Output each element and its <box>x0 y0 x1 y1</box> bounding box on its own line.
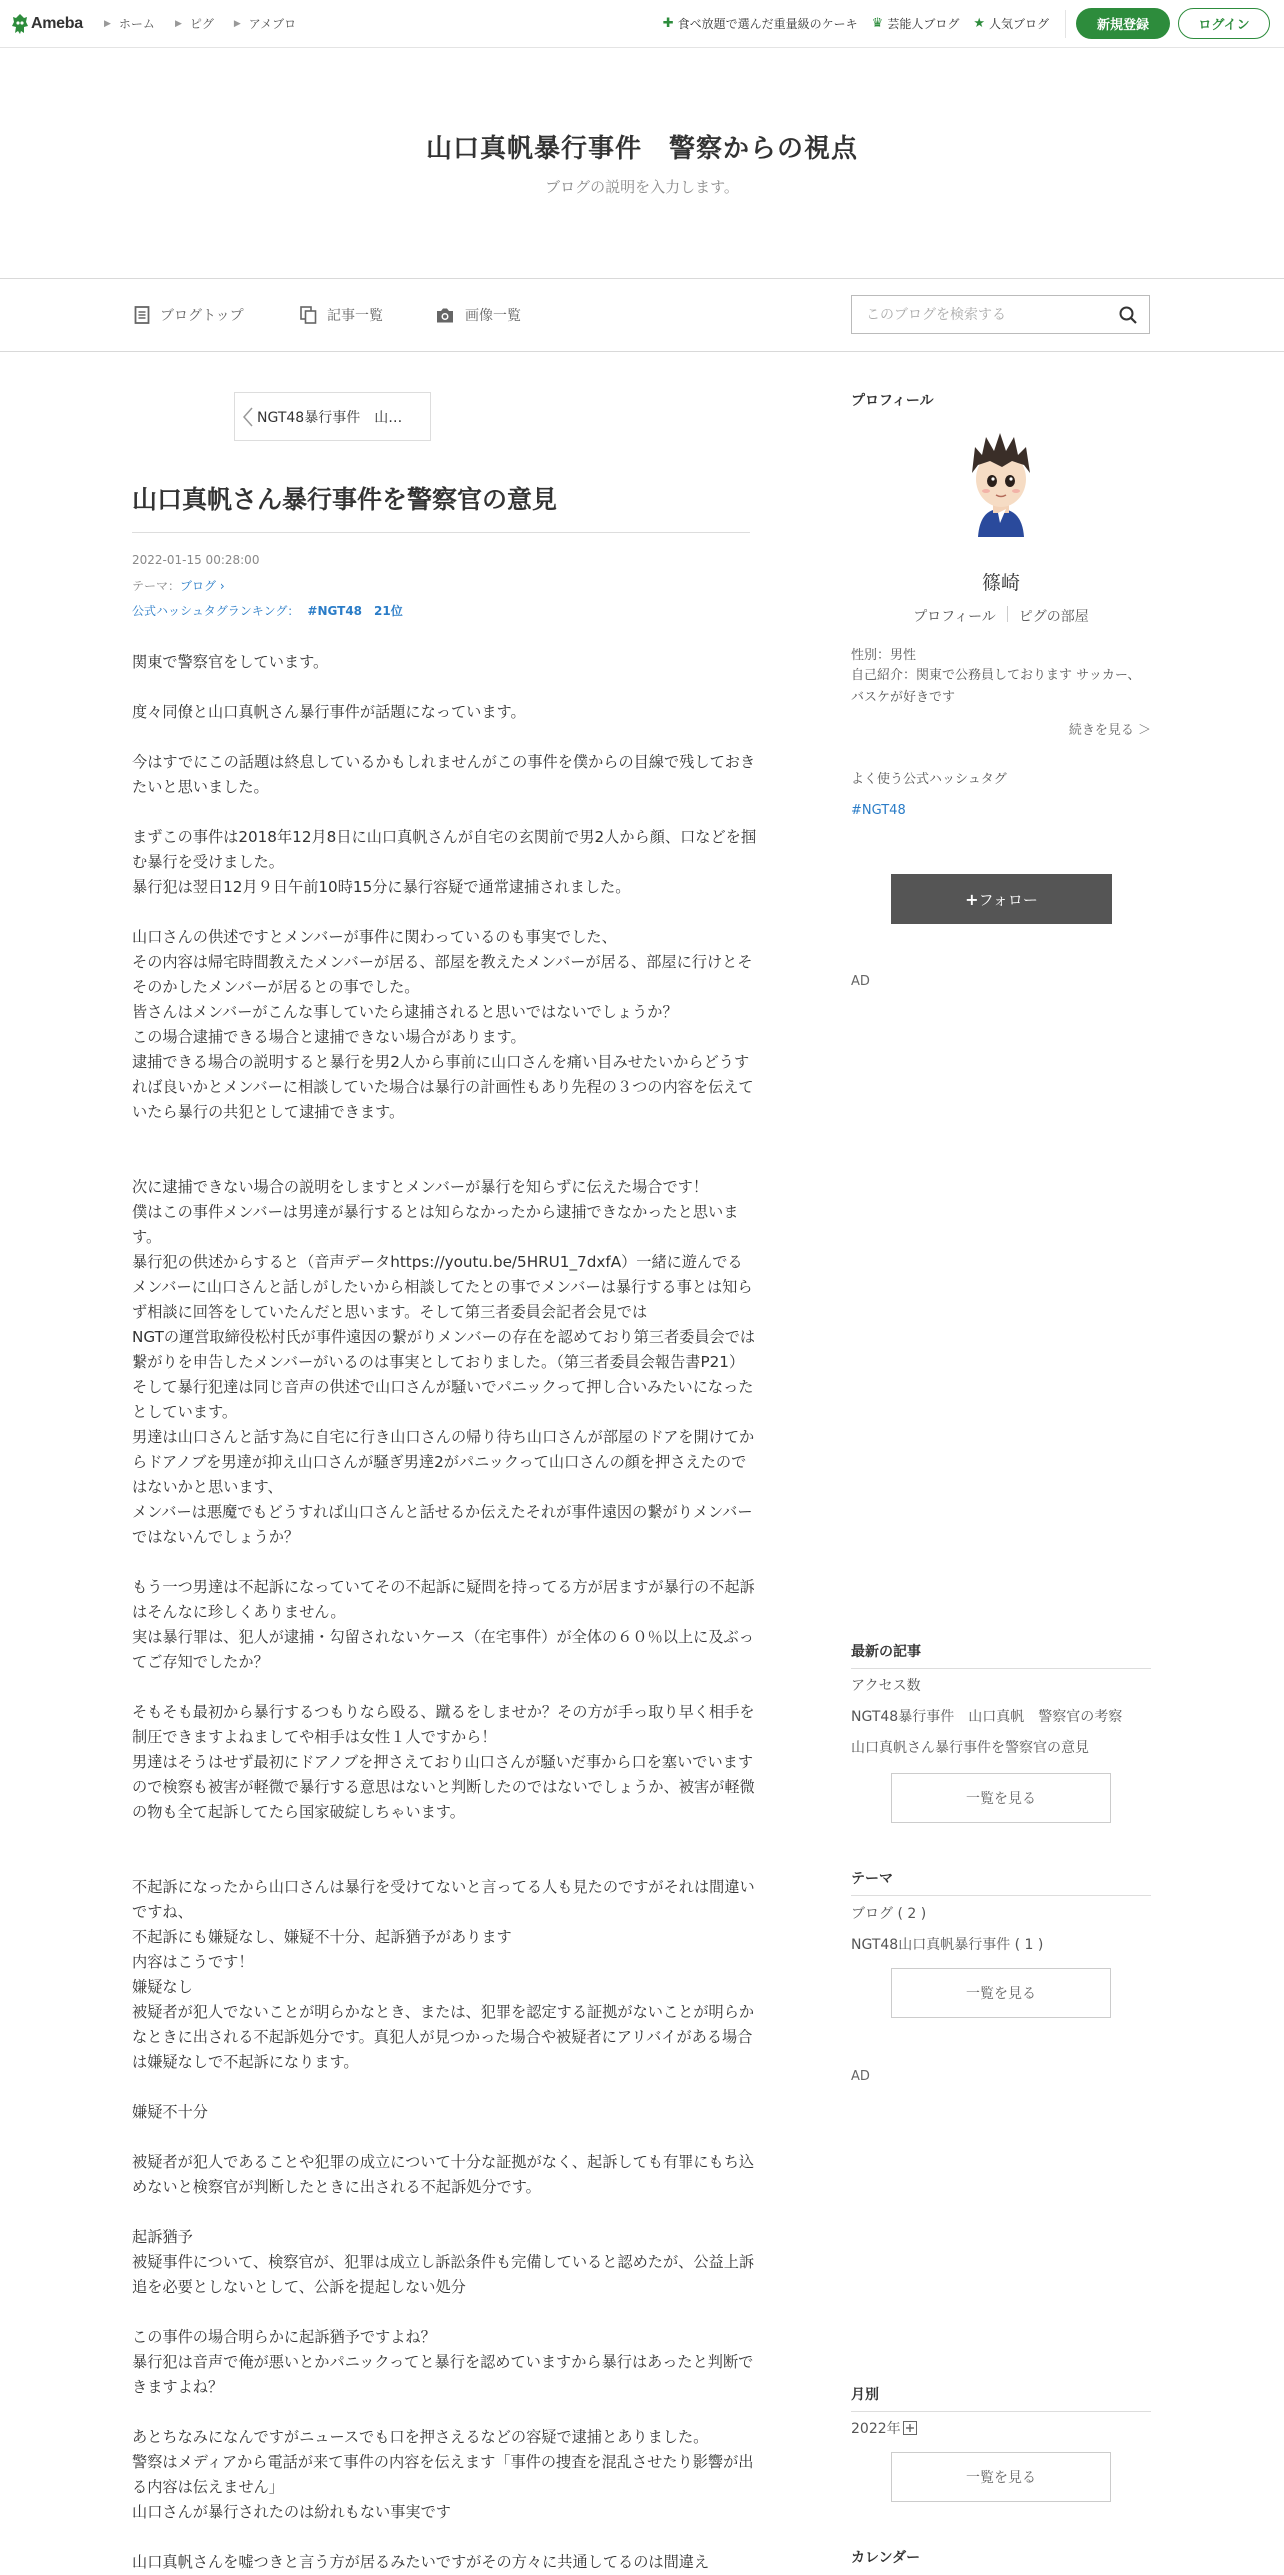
article-date: 2022-01-15 00:28:00 <box>132 553 260 567</box>
article-paragraph: 次に逮捕できない場合の説明をしますとメンバーが暴行を知らずに伝えた場合です！ 僕はこの事件メンバーは男達が暴行するとは知らなかったから逮捕できなかったと思います。 暴行犯の供述からすると（音声データhttps://youtu.be/5HRU1_7dxfA）一緒に遊んでるメンバーに山口さんと話しがしたいから相談してたとの事でメンバーは暴行する事とは知らず相談に回答をしていたんだと思います。そして第三者委員会記者会見では NGTの運営取締役松村氏が事件遠因の繋がりメンバーの存在を認めており第三者委員会では繋がりを申告したメンバーがいるのは事実としておりました。（第三者委員会報告書P21）そして暴行犯達は同じ音声の供述で山口さんが騒いでパニックって押し合いみたいになったとしています。 男達は山口さんと話す為に自宅に行き山口さんの帰り待ち山口さんが部屋のドアを開けてからドアノブを男達が抑え山口さんが騒ぎ男達2がパニックって山口さんの顔を押さえたのではないかと思います、 メンバーは悪魔でもどうすれば山口さんと話せるか伝えたそれが事件遠因の繋がりメンバーではないんでしょうか？ <box>132 1178 756 1546</box>
article-body <box>132 650 757 2575</box>
theme-item-link[interactable]: NGT48山口真帆暴行事件 ( 1 ) <box>851 1937 1044 1953</box>
blog-header <box>0 48 1284 279</box>
nav-ameblo[interactable]: ▶ アメブロ <box>233 17 297 31</box>
prev-article-link[interactable] <box>234 392 431 441</box>
link-celebrity-blog[interactable]: ♛ 芸能人ブログ <box>871 16 960 31</box>
chevron-right-icon: ▶ <box>104 18 111 29</box>
link-popular-blog[interactable]: ★ 人気ブログ <box>973 16 1049 31</box>
theme-link[interactable]: ブログ › <box>180 579 225 593</box>
profile-intro: 自己紹介：関東で公務員しております サッカー、バスケが好きです <box>851 668 1141 705</box>
month-see-all-button[interactable]: 一覧を見る <box>891 2452 1111 2502</box>
hashtag-link[interactable]: #NGT48 21位 <box>307 604 403 618</box>
blog-nav <box>0 279 1284 352</box>
article-paragraph: 今はすでにこの話題は終息しているかもしれませんがこの事件を僕からの目線で残しておきたいと思いました。 <box>132 753 756 796</box>
article-title: 山口真帆さん暴行事件を警察官の意見 <box>132 485 558 514</box>
article-paragraph: そもそも最初から暴行するつもりなら殴る、蹴るをしませか？その方が手っ取り早く相手を制圧できますよねましてや相手は女性１人ですから！ 男達はそうはせず最初にドアノブを押さえており山口さんが騒いだ事から口を塞いでいますので検察も被害が軽微で暴行する意思はないと判断したのではないでしょうか、被害が軽微の物も全て起訴してたら国家破綻しちゃいます。 <box>132 1703 755 1821</box>
article-paragraph: 度々同僚と山口真帆さん暴行事件が話題になっています。 <box>132 703 526 721</box>
hashtag-heading: よく使う公式ハッシュタグ <box>851 772 1007 787</box>
ameba-logo[interactable] <box>11 12 83 36</box>
global-nav <box>104 15 316 32</box>
calendar-heading: カレンダー <box>851 2550 921 2566</box>
profile-gender: 性別：男性 <box>851 648 917 663</box>
recent-article-link[interactable]: アクセス数 <box>851 1678 921 1694</box>
chevron-right-icon: ▶ <box>233 18 241 29</box>
profile-links <box>851 606 1151 626</box>
divider <box>851 1895 1151 1896</box>
blog-search <box>851 295 1150 334</box>
crown-icon: ♛ <box>871 16 884 31</box>
copy-icon <box>300 306 317 324</box>
blog-search-input[interactable] <box>864 306 1108 324</box>
chevron-right-icon: ▶ <box>174 18 182 29</box>
article-theme: テーマ：ブログ › <box>132 579 225 593</box>
month-heading: 月別 <box>851 2387 879 2403</box>
document-icon <box>134 306 150 324</box>
avatar-illustration <box>942 425 1059 542</box>
divider <box>1007 606 1008 622</box>
global-header <box>0 0 1284 48</box>
blog-description: ブログの説明を入力します。 <box>545 178 739 196</box>
link-cake-article[interactable]: ✚ 食べ放題で選んだ重量級のケーキ <box>662 16 858 31</box>
divider <box>1065 10 1066 38</box>
hashtag-ranking[interactable]: 公式ハッシュタグランキング： #NGT48 21位 <box>132 604 403 618</box>
camera-icon <box>435 307 455 324</box>
recent-see-all-button[interactable]: 一覧を見る <box>891 1773 1111 1823</box>
divider <box>851 2411 1151 2412</box>
nav-home[interactable]: ▶ ホーム <box>104 17 155 31</box>
profile-link[interactable]: プロフィール <box>913 609 996 625</box>
theme-see-all-button[interactable]: 一覧を見る <box>891 1968 1111 2018</box>
ad-label: AD <box>851 2069 870 2084</box>
article-paragraph: 被疑者が犯人であることや犯罪の成立について十分な証拠がなく、起訴しても有罪にもち込めないと検察官が判断したときに出される不起訴処分です。 <box>132 2153 755 2196</box>
month-item-link[interactable]: 2022年 <box>851 2418 1151 2438</box>
star-icon: ★ <box>973 16 985 31</box>
plus-icon: + <box>965 889 979 909</box>
article-paragraph: 山口さんの供述ですとメンバーが事件に関わっているのも事実でした、 その内容は帰宅時間教えたメンバーが居る、部屋を教えたメンバーが居る、部屋に行けとそそのかしたメンバーが居るとの事でした。 皆さんはメンバーがこんな事していたら逮捕されると思いではないでしょうか？ この場合逮捕できる場合と逮捕できない場合があります。 逮捕できる場合の説明すると暴行を男2人から事前に山口さんを痛い目みせたいからどうすれば良いかとメンバーに相談していた場合は暴行の計画性もあり先程の３つの内容を伝えていたら暴行の共犯として逮捕できます。 <box>132 928 754 1121</box>
profile-hashtag-link[interactable]: #NGT48 <box>851 803 906 818</box>
global-actions <box>649 8 1270 39</box>
article-paragraph: 不起訴になったから山口さんは暴行を受けてないと言ってる人も見たのですがそれは間違いですね、 不起訴にも嫌疑なし、嫌疑不十分、起訴猶予があります 内容はこうです！ 嫌疑なし 被疑者が犯人でないことが明らかなとき、または、犯罪を認定する証拠がないことが明らかなときに出される不起訴処分です。真犯人が見つかった場合や被疑者にアリバイがある場合は嫌疑なしで不起訴になります。 <box>132 1878 755 2071</box>
article-paragraph: 嫌疑不十分 <box>132 2103 208 2121</box>
prev-article-title: NGT48暴行事件 山… <box>257 409 403 426</box>
article-paragraph: この事件の場合明らかに起訴猶予ですよね？ 暴行犯は音声で俺が悪いとかパニックってと暴行を認めていますから暴行はあったと判断できますよね？ <box>132 2328 754 2396</box>
theme-heading: テーマ <box>851 1871 893 1887</box>
divider <box>851 1668 1151 1669</box>
nav-pig[interactable]: ▶ ピグ <box>174 17 214 31</box>
profile-name: 篠崎 <box>981 572 1020 594</box>
ameba-logo-text: Ameba <box>31 15 83 32</box>
ameba-logo-icon <box>11 13 29 35</box>
article-paragraph: まずこの事件は2018年12月8日に山口真帆さんが自宅の玄関前で男2人から顔、口などを掴む暴行を受けました。 暴行犯は翌日12月９日午前10時15分に暴行容疑で通常逮捕されました。 <box>132 828 757 896</box>
nav-article-list[interactable]: 記事一覧 <box>300 305 383 325</box>
article-paragraph: 関東で警察官をしています。 <box>132 653 329 671</box>
profile-heading: プロフィール <box>851 393 934 409</box>
nav-blog-top[interactable]: ブログトップ <box>134 305 244 325</box>
article-paragraph: あとちなみになんですがニュースでも口を押さえるなどの容疑で逮捕とありました。 警察はメディアから電話が来て事件の内容を伝えます「事件の捜査を混乱させたり影響が出る内容は伝えません」 山口さんが暴行されたのは紛れもない事実です <box>132 2428 754 2521</box>
theme-item-link[interactable]: ブログ ( 2 ) <box>851 1906 927 1922</box>
recent-article-link[interactable]: NGT48暴行事件 山口真帆 警察官の考察 <box>851 1709 1123 1725</box>
read-more-link[interactable]: 続きを見る ＞ <box>1068 723 1151 738</box>
chevron-left-icon <box>243 407 253 427</box>
follow-button[interactable]: + フォロー <box>891 874 1112 924</box>
pig-room-link[interactable]: ピグの部屋 <box>1018 609 1089 625</box>
ad-label: AD <box>851 974 870 989</box>
expand-plus-icon[interactable] <box>903 2421 917 2435</box>
chevron-right-icon: › <box>219 579 225 593</box>
article-paragraph: 起訴猶予 被疑事件について、検察官が、犯罪は成立し訴訟条件も完備していると認めたが、公益上訴追を必要としないとして、公訴を提起しない処分 <box>132 2228 755 2296</box>
plus-icon: ✚ <box>662 16 674 31</box>
blog-title[interactable]: 山口真帆暴行事件 警察からの視点 <box>425 134 858 164</box>
register-button[interactable]: 新規登録 <box>1076 8 1170 39</box>
divider <box>132 532 750 533</box>
article-paragraph: 山口真帆さんを嘘つきと言う方が居るみたいですがその方々に共通してるのは間違え <box>132 2553 710 2571</box>
avatar[interactable] <box>942 425 1059 542</box>
article-paragraph: もう一つ男達は不起訴になっていてその不起訴に疑問を持ってる方が居ますが暴行の不起訴はそんなに珍しくありません。 実は暴行罪は、犯人が逮捕・勾留されないケース（在宅事件）が全体の６０％以上に及ぶってご存知でしたか？ <box>132 1578 755 1671</box>
login-button[interactable]: ログイン <box>1178 8 1270 39</box>
search-icon[interactable] <box>1119 306 1137 324</box>
recent-article-link[interactable]: 山口真帆さん暴行事件を警察官の意見 <box>851 1740 1089 1756</box>
nav-image-list[interactable]: 画像一覧 <box>435 305 521 325</box>
recent-heading: 最新の記事 <box>851 1644 921 1660</box>
